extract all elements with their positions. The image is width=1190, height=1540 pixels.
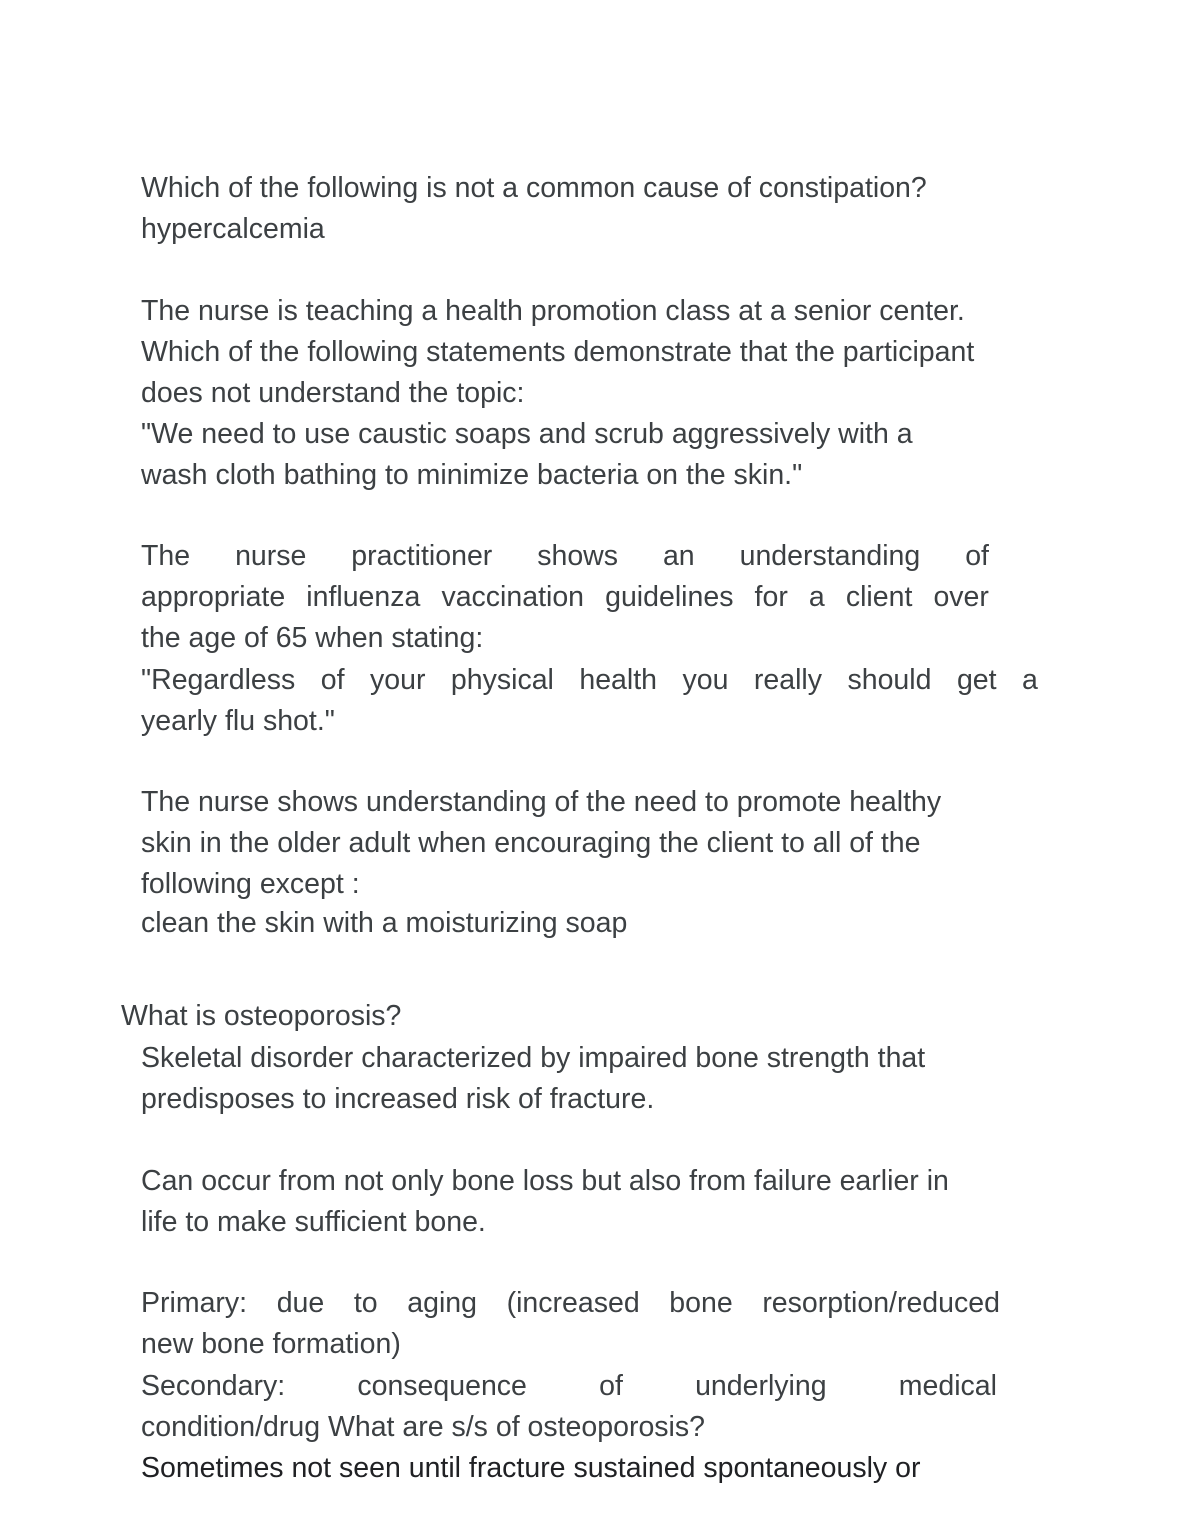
primary-line-2: new bone formation) (141, 1328, 401, 1360)
word: a (1022, 664, 1038, 696)
word: really (753, 664, 823, 696)
answer-5-p2-line-2: life to make sufficient bone. (141, 1206, 486, 1238)
word: shows (537, 540, 619, 572)
word: aging (407, 1287, 477, 1319)
answer-1: hypercalcemia (141, 213, 325, 245)
secondary-line-1 (141, 1369, 997, 1403)
word: The (141, 540, 191, 572)
question-4-line-3: following except : (141, 868, 360, 900)
word: Secondary: (141, 1370, 286, 1402)
symptoms-line-1: Sometimes not seen until fracture sustained spontaneously or (141, 1452, 921, 1484)
word: of (320, 664, 345, 696)
word: over (933, 581, 989, 613)
question-4-line-2: skin in the older adult when encouraging the client to all of the (141, 827, 921, 859)
secondary-line-2: condition/drug What are s/s of osteoporosis? (141, 1411, 705, 1443)
answer-2-line-1: "We need to use caustic soaps and scrub aggressively with a (141, 418, 913, 450)
answer-5-p1-line-2: predisposes to increased risk of fracture. (141, 1083, 655, 1115)
word: underlying (695, 1370, 827, 1402)
word: appropriate (141, 581, 286, 613)
word: nurse (235, 540, 307, 572)
word: physical (450, 664, 554, 696)
word: resorption/reduced (762, 1287, 1000, 1319)
word: "Regardless (141, 664, 296, 696)
word: practitioner (351, 540, 493, 572)
word: your (370, 664, 426, 696)
answer-3-line-1 (141, 663, 1038, 697)
word: of (599, 1370, 623, 1402)
word: you (682, 664, 729, 696)
word: health (579, 664, 658, 696)
word: understanding (739, 540, 921, 572)
question-5: What is osteoporosis? (121, 1000, 402, 1032)
answer-5-p1-line-1: Skeletal disorder characterized by impaired bone strength that (141, 1042, 926, 1074)
answer-4: clean the skin with a moisturizing soap (141, 907, 628, 939)
answer-2-line-2: wash cloth bathing to minimize bacteria on the skin." (141, 459, 803, 491)
word: should (847, 664, 932, 696)
question-3-line-2 (141, 580, 989, 614)
word: (increased (506, 1287, 640, 1319)
word: due (276, 1287, 325, 1319)
question-2-line-3: does not understand the topic: (141, 377, 525, 409)
word: medical (898, 1370, 997, 1402)
word: for (754, 581, 788, 613)
question-2-line-1: The nurse is teaching a health promotion class at a senior center. (141, 295, 965, 327)
answer-3-line-2: yearly flu shot." (141, 705, 335, 737)
word: client (845, 581, 913, 613)
word: a (808, 581, 825, 613)
word: vaccination (441, 581, 585, 613)
word: Primary: (141, 1287, 248, 1319)
word: guidelines (605, 581, 734, 613)
word: influenza (306, 581, 421, 613)
word: consequence (357, 1370, 527, 1402)
question-1: Which of the following is not a common cause of constipation? (141, 172, 927, 204)
word: to (353, 1287, 378, 1319)
word: get (956, 664, 997, 696)
question-2-line-2: Which of the following statements demonstrate that the participant (141, 336, 975, 368)
word: of (965, 540, 989, 572)
question-3-line-3: the age of 65 when stating: (141, 622, 484, 654)
word: bone (669, 1287, 733, 1319)
word: an (662, 540, 695, 572)
answer-5-p2-line-1: Can occur from not only bone loss but also from failure earlier in (141, 1165, 949, 1197)
question-3-line-1 (141, 539, 989, 573)
question-4-line-1: The nurse shows understanding of the need to promote healthy (141, 786, 942, 818)
primary-line-1 (141, 1286, 1000, 1320)
